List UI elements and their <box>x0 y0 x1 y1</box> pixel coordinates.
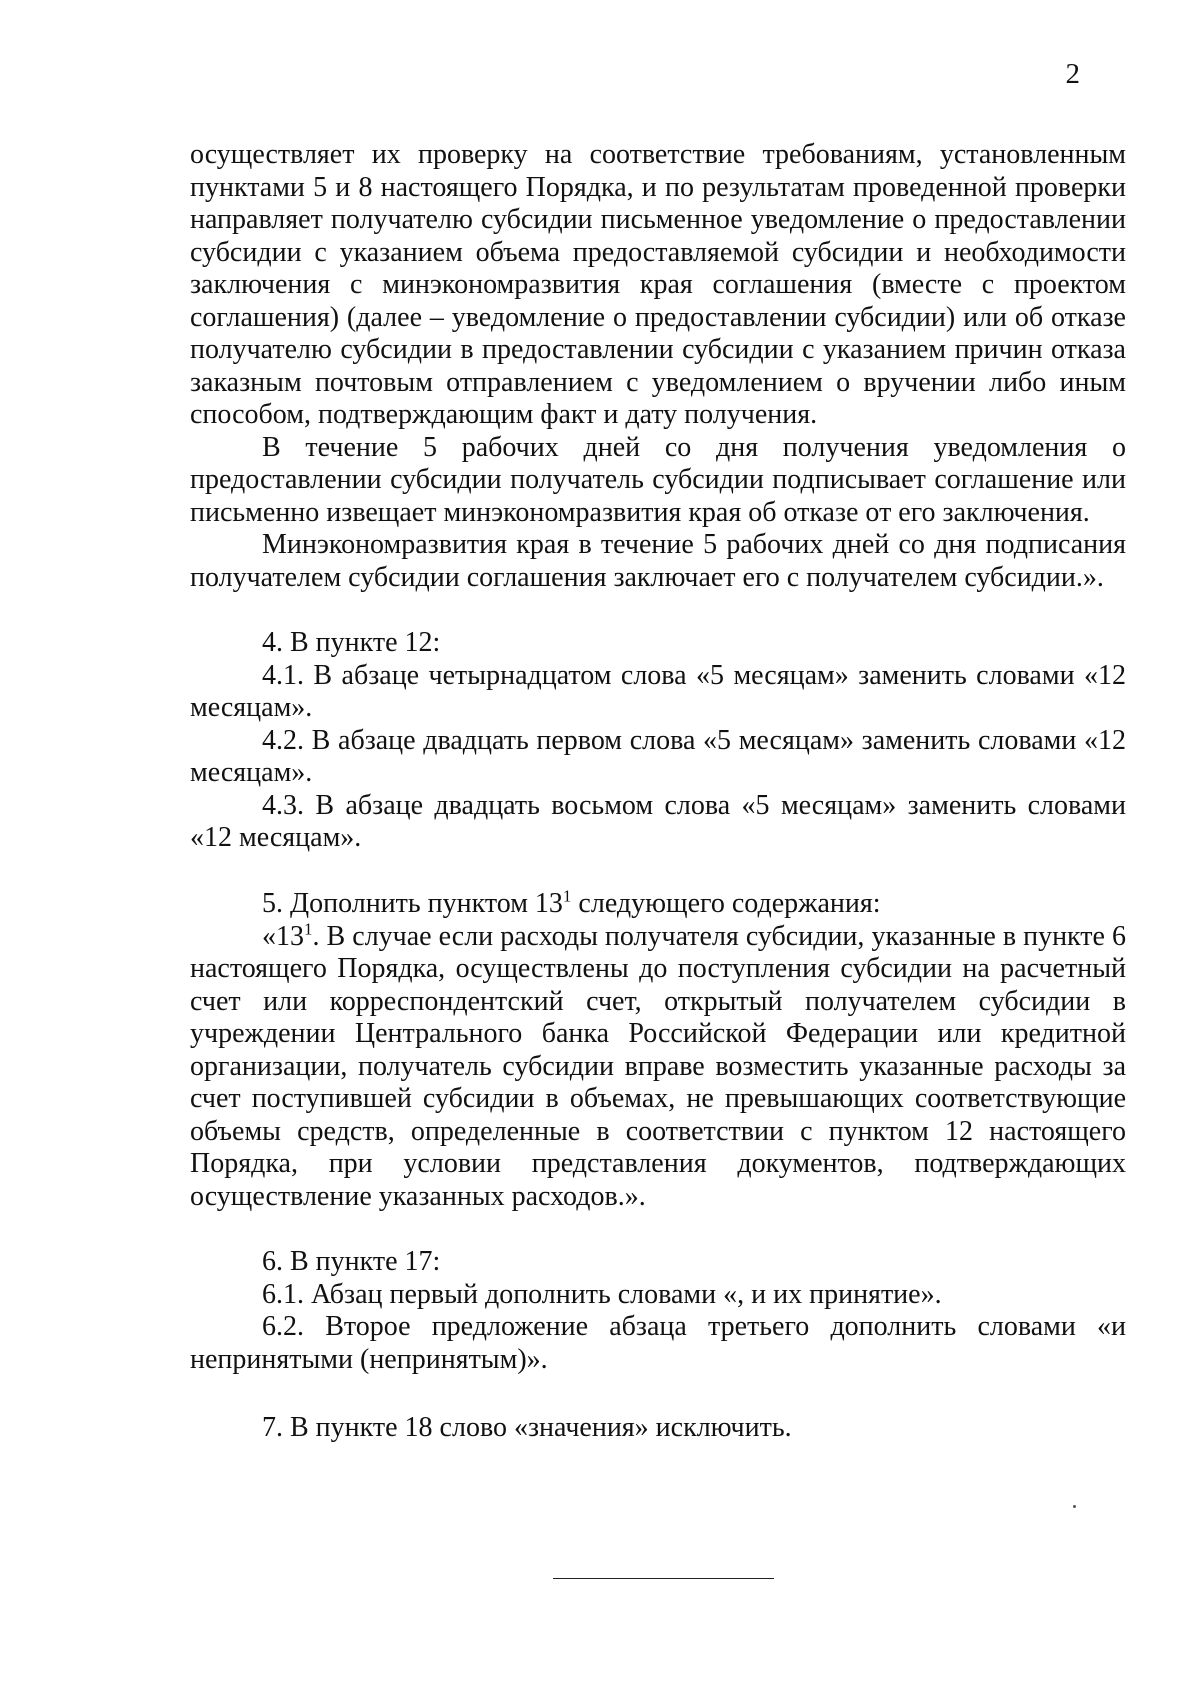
text-section-decision-procedure <box>190 139 1126 594</box>
item-4-2: 4.2. В абзаце двадцать первом слова «5 месяцам» заменить словами «12 месяцам». <box>190 724 1126 788</box>
text-section-item-5 <box>190 888 1126 1213</box>
item-5-heading-text: 5. Дополнить пунктом 13 <box>262 888 563 919</box>
item-13-1-number: «13 <box>262 920 304 952</box>
item-4-heading: 4. В пункте 12: <box>262 627 441 658</box>
item-13-1-superscript: 1 <box>304 919 313 939</box>
item-5-heading-tail: следующего содержания: <box>571 888 881 919</box>
item-5-heading-superscript: 1 <box>562 886 572 906</box>
end-of-document-line <box>553 1578 774 1579</box>
item-4-3: 4.3. В абзаце двадцать восьмом слова «5 месяцам» заменить словами «12 месяцам». <box>190 789 1126 853</box>
text-section-item-7 <box>190 1412 1126 1445</box>
item-6-1: 6.1. Абзац первый дополнить словами «, и их принятие». <box>262 1278 942 1310</box>
item-5-heading <box>190 888 1126 921</box>
text-section-item-4 <box>190 627 1126 855</box>
paragraph-agreement-conclusion: Минэкономразвития края в течение 5 рабочих дней со дня подписания получателем субсидии соглашения заключает его с получателем субсидии.». <box>190 529 1126 593</box>
item-13-1-text <box>190 921 1126 1214</box>
item-4-1: 4.1. В абзаце четырнадцатом слова «5 месяцам» заменить словами «12 месяцам». <box>190 659 1126 723</box>
scan-speck <box>1073 1505 1076 1508</box>
text-section-item-6 <box>190 1246 1126 1376</box>
item-6-2: 6.2. Второе предложение абзаца третьего дополнить словами «и непринятыми (непринятым)». <box>190 1311 1126 1375</box>
item-7: 7. В пункте 18 слово «значения» исключить. <box>262 1412 792 1443</box>
item-13-1-body: . В случае если расходы получателя субсидии, указанные в пункте 6 настоящего Порядка, осуществлены до поступления субсидии на расчетный счет или корреспондентский счет, открытый получателем субсидии в учреждении Центрального банка Российской Федерации или кредитной организации, получатель субсидии вправе возместить указанные расходы за счет поступившей субсидии в объемах, не превышающих соответствующие объемы средств, определенные в соответствии с пунктом 12 настоящего Порядка, при условии представления документов, подтверждающих осуществление указанных расходов.». <box>190 920 1126 1212</box>
paragraph-agreement-signing: В течение 5 рабочих дней со дня получения уведомления о предоставлении субсидии получатель субсидии подписывает соглашение или письменно извещает минэкономразвития края об отказе от его заключения. <box>190 431 1126 528</box>
item-6-heading: 6. В пункте 17: <box>262 1246 441 1277</box>
page-number: 2 <box>1065 58 1080 90</box>
paragraph-verification: осуществляет их проверку на соответствие требованиям, установленным пунктами 5 и 8 настоящего Порядка, и по результатам проведенной проверки направляет получателю субсидии письменное уведомление о предоставлении субсидии с указанием объема предоставляемой субсидии и необходимости заключения с минэкономразвития края соглашения (вместе с проектом соглашения) (далее – уведомление о предоставлении субсидии) или об отказе получателю субсидии в предоставлении субсидии с указанием причин отказа заказным почтовым отправлением с уведомлением о вручении либо иным способом, подтверждающим факт и дату получения. <box>190 139 1126 430</box>
